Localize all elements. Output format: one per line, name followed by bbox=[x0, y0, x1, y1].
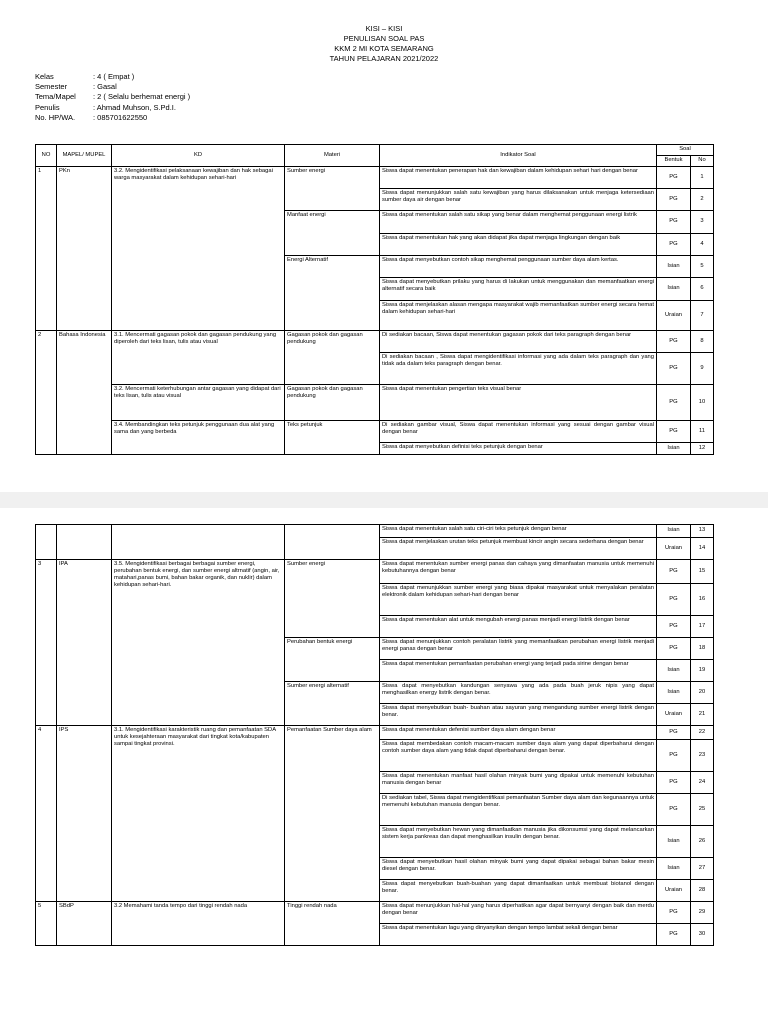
info-row-tema bbox=[35, 92, 190, 102]
table-row bbox=[36, 560, 714, 584]
cell-bentuk: Isian bbox=[657, 525, 691, 538]
cell-indikator: Siswa dapat menjelaskan urutan teks petunjuk membuat kincir angin secara sederhana dengan benar bbox=[380, 538, 657, 560]
cell-nosoal: 4 bbox=[691, 234, 714, 256]
cell-no bbox=[36, 525, 57, 560]
cell-nosoal: 18 bbox=[691, 638, 714, 660]
info-value: : Ahmad Muhson, S.Pd.I. bbox=[93, 102, 176, 112]
cell-indikator: Siswa dapat menyebutkan definisi teks petunjuk dengan benar bbox=[380, 443, 657, 455]
cell-no: 1 bbox=[36, 167, 57, 331]
cell-bentuk: PG bbox=[657, 584, 691, 616]
cell-nosoal: 26 bbox=[691, 826, 714, 858]
cell-indikator: Siswa dapat menentukan manfaat hasil olahan minyak bumi yang dipakai untuk memenuhi kebutuhan manusia dengan benar bbox=[380, 772, 657, 794]
header-bentuk: Bentuk bbox=[657, 156, 691, 167]
cell-indikator: Siswa dapat menentukan pengertian teks visual benar bbox=[380, 385, 657, 421]
cell-indikator: Siswa dapat menentukan sumber energi panas dan cahaya yang dimanfaatan manusia untuk memenuhi kebutuhannya dengan benar bbox=[380, 560, 657, 584]
header-no: NO bbox=[36, 145, 57, 167]
cell-nosoal: 13 bbox=[691, 525, 714, 538]
page-gap bbox=[0, 492, 768, 508]
cell-indikator: Siswa dapat menyebutkan buah- buahan atau sayuran yang mengandung sumber energi listrik dengan benar. bbox=[380, 704, 657, 726]
info-value: : Gasal bbox=[93, 82, 117, 92]
info-label: Kelas bbox=[35, 72, 54, 81]
info-row-kelas bbox=[35, 72, 190, 82]
cell-materi: Energi Alternatif bbox=[285, 256, 380, 331]
cell-nosoal: 3 bbox=[691, 211, 714, 234]
header-mapel: MAPEL/ MUPEL bbox=[57, 145, 112, 167]
cell-indikator: Siswa dapat menentukan defenisi sumber daya alam dengan benar bbox=[380, 726, 657, 740]
info-value: : 4 ( Empat ) bbox=[93, 72, 135, 81]
cell-bentuk: PG bbox=[657, 924, 691, 946]
cell-nosoal: 22 bbox=[691, 726, 714, 740]
cell-bentuk: PG bbox=[657, 616, 691, 638]
cell-materi: Gagasan pokok dan gagasan pendukung bbox=[285, 331, 380, 385]
cell-nosoal: 1 bbox=[691, 167, 714, 189]
cell-no: 5 bbox=[36, 902, 57, 946]
cell-indikator: Di sediakan bacaan, Siswa dapat menentukan gagasan pokok dari teks paragraph dengan benar bbox=[380, 331, 657, 353]
cell-indikator: Siswa dapat menunjukkan hal-hal yang harus diperhatikan agar dapat bernyanyi dengan baik dan merdu dengan benar bbox=[380, 902, 657, 924]
cell-kd: 3.2 Memahami tanda tempo dari tinggi rendah nada bbox=[112, 902, 285, 946]
cell-indikator: Siswa dapat menunjukkan salah satu kewajiban yang harus dilaksanakan untuk menjaga ketersediaan sumber daya air dengan benar bbox=[380, 189, 657, 211]
cell-nosoal: 27 bbox=[691, 858, 714, 880]
kisi-table-page-2 bbox=[35, 524, 714, 946]
title-line: KKM 2 MI KOTA SEMARANG bbox=[334, 44, 434, 53]
cell-mapel: IPA bbox=[57, 560, 112, 726]
cell-materi: Sumber energi bbox=[285, 167, 380, 211]
cell-mapel bbox=[57, 525, 112, 560]
cell-kd: 3.1. Mengidentifikasi karakteristik ruang dan pemanfaatan SDA untuk kesejahteraan masyarakat dari tingkat kota/kabupaten sampai tingkat provinsi. bbox=[112, 726, 285, 902]
cell-nosoal: 28 bbox=[691, 880, 714, 902]
document-page-1 bbox=[0, 0, 768, 492]
cell-bentuk: Isian bbox=[657, 443, 691, 455]
cell-bentuk: PG bbox=[657, 726, 691, 740]
title-line: TAHUN PELAJARAN 2021/2022 bbox=[329, 54, 439, 63]
cell-nosoal: 15 bbox=[691, 560, 714, 584]
header-soal: Soal bbox=[657, 145, 714, 156]
cell-indikator: Di sediakan bacaan , Siswa dapat mengidentifikasi informasi yang ada dalam teks paragraph dan yang tidak ada dalam teks paragraph dengan benar. bbox=[380, 353, 657, 385]
table-row bbox=[36, 726, 714, 740]
cell-nosoal: 21 bbox=[691, 704, 714, 726]
cell-indikator: Siswa dapat menentukan pemanfaatan perubahan energi yang terjadi pada sirine dengan benar bbox=[380, 660, 657, 682]
table-body-page-1 bbox=[36, 167, 714, 455]
info-block bbox=[35, 72, 190, 123]
cell-mapel: SBdP bbox=[57, 902, 112, 946]
cell-bentuk: PG bbox=[657, 331, 691, 353]
cell-bentuk: Uraian bbox=[657, 538, 691, 560]
info-label: Penulis bbox=[35, 102, 60, 112]
cell-indikator: Siswa dapat menentukan hak yang akan didapat jika dapat menjaga lingkungan dengan baik bbox=[380, 234, 657, 256]
cell-nosoal: 23 bbox=[691, 740, 714, 772]
cell-kd: 3.2. Mencermati keterhubungan antar gagasan yang didapat dari teks lisan, tulis atau visual bbox=[112, 385, 285, 421]
cell-bentuk: Isian bbox=[657, 826, 691, 858]
cell-indikator: Siswa dapat membedakan contoh macam-macam sumber daya alam yang dapat diperbaharui dengan contoh sumber daya alam yang tidak dapat diperbaharui dengan benar. bbox=[380, 740, 657, 772]
cell-indikator: Siswa dapat menentukan salah satu sikap yang benar dalam menghemat penggunaan energi listrik bbox=[380, 211, 657, 234]
cell-no: 2 bbox=[36, 331, 57, 455]
cell-bentuk: Uraian bbox=[657, 880, 691, 902]
cell-nosoal: 19 bbox=[691, 660, 714, 682]
cell-bentuk: Isian bbox=[657, 682, 691, 704]
header-nosoal: No bbox=[691, 156, 714, 167]
cell-bentuk: PG bbox=[657, 740, 691, 772]
cell-nosoal: 30 bbox=[691, 924, 714, 946]
cell-materi: Sumber energi alternatif bbox=[285, 682, 380, 726]
cell-indikator: Siswa dapat menyebutkan contoh sikap menghemat penggunaan sumber daya alam kertas. bbox=[380, 256, 657, 278]
cell-indikator: Di sediakan gambar visual, Siswa dapat menentukan informasi yang sesuai dengan gambar visual dengan benar bbox=[380, 421, 657, 443]
cell-materi bbox=[285, 525, 380, 560]
cell-indikator: Siswa dapat menyebutkan prilaku yang harus di lakukan untuk menggunakan dan memanfaatkan energi alternatif secara baik bbox=[380, 278, 657, 301]
info-row-semester bbox=[35, 82, 190, 92]
cell-nosoal: 6 bbox=[691, 278, 714, 301]
cell-kd: 3.4. Membandingkan teks petunjuk penggunaan dua alat yang sama dan yang berbeda bbox=[112, 421, 285, 455]
cell-no: 4 bbox=[36, 726, 57, 902]
cell-nosoal: 10 bbox=[691, 385, 714, 421]
cell-nosoal: 2 bbox=[691, 189, 714, 211]
cell-nosoal: 24 bbox=[691, 772, 714, 794]
cell-nosoal: 5 bbox=[691, 256, 714, 278]
cell-indikator: Siswa dapat menjelaskan alasan mengapa masyarakat wajib memanfaatkan sumber energi secara hemat dalam kehidupan sehari-hari bbox=[380, 301, 657, 331]
cell-bentuk: Uraian bbox=[657, 704, 691, 726]
cell-materi: Teks petunjuk bbox=[285, 421, 380, 455]
cell-mapel: Bahasa Indonesia bbox=[57, 331, 112, 455]
document-page-2 bbox=[0, 508, 768, 1024]
header-indikator: Indikator Soal bbox=[380, 145, 657, 167]
cell-materi: Tinggi rendah nada bbox=[285, 902, 380, 946]
cell-bentuk: PG bbox=[657, 353, 691, 385]
cell-bentuk: PG bbox=[657, 794, 691, 826]
table-body-page-2 bbox=[36, 525, 714, 946]
info-row-hp bbox=[35, 113, 190, 123]
cell-indikator: Siswa dapat menunjukkan contoh peralatan listrik yang memanfaatkan perubahan energi listrik menjadi energi panas dengan benar bbox=[380, 638, 657, 660]
cell-materi: Pemanfaatan Sumber daya alam bbox=[285, 726, 380, 902]
title-line: KISI – KISI bbox=[365, 24, 403, 33]
cell-nosoal: 14 bbox=[691, 538, 714, 560]
cell-kd: 3.5. Mengidentifikasi berbagai berbagai sumber energi, perubahan bentuk energi, dan sumber energi altrnatif (angin, air, matahari,panas bumi, bahan bakar organik, dan nuklir) dalam kehidupan sehari-hari. bbox=[112, 560, 285, 726]
cell-kd bbox=[112, 525, 285, 560]
cell-indikator: Siswa dapat menentukan penerapan hak dan kewajiban dalam kehidupan sehari hari dengan benar bbox=[380, 167, 657, 189]
cell-indikator: Siswa dapat menentukan salah satu ciri-ciri teks petunjuk dengan benar bbox=[380, 525, 657, 538]
cell-indikator: Di sediakan tabel, Siswa dapat mengidentifikasi pemanfaatan Sumber daya alam dan kegunaannya untuk memenuhi kebutuhan manusia dengan benar. bbox=[380, 794, 657, 826]
cell-mapel: IPS bbox=[57, 726, 112, 902]
cell-nosoal: 16 bbox=[691, 584, 714, 616]
cell-nosoal: 9 bbox=[691, 353, 714, 385]
cell-nosoal: 11 bbox=[691, 421, 714, 443]
info-row-penulis bbox=[35, 103, 190, 113]
cell-indikator: Siswa dapat menentukan alat untuk mengubah energi panas menjadi energi listrik dengan benar bbox=[380, 616, 657, 638]
cell-indikator: Siswa dapat menentukan lagu yang dinyanyikan dengan tempo lambat sekali dengan benar bbox=[380, 924, 657, 946]
cell-bentuk: PG bbox=[657, 234, 691, 256]
header-kd: KD bbox=[112, 145, 285, 167]
cell-indikator: Siswa dapat menyebutkan kandungan senyawa yang ada pada buah jeruk nipis yang dapat menghasilkan energy listrik dengan benar. bbox=[380, 682, 657, 704]
cell-bentuk: Isian bbox=[657, 256, 691, 278]
cell-bentuk: PG bbox=[657, 560, 691, 584]
info-value: : 2 ( Selalu berhemat energi ) bbox=[93, 92, 191, 102]
cell-indikator: Siswa dapat menyebutkan buah-buahan yang dapat dimanfaatkan untuk membuat biotanol dengan benar. bbox=[380, 880, 657, 902]
table-row bbox=[36, 902, 714, 924]
cell-bentuk: PG bbox=[657, 211, 691, 234]
cell-materi: Sumber energi bbox=[285, 560, 380, 638]
cell-bentuk: PG bbox=[657, 772, 691, 794]
cell-nosoal: 29 bbox=[691, 902, 714, 924]
cell-bentuk: PG bbox=[657, 167, 691, 189]
cell-nosoal: 20 bbox=[691, 682, 714, 704]
cell-nosoal: 25 bbox=[691, 794, 714, 826]
info-label: Semester bbox=[35, 82, 68, 92]
table-row bbox=[36, 385, 714, 421]
cell-bentuk: Uraian bbox=[657, 301, 691, 331]
cell-nosoal: 7 bbox=[691, 301, 714, 331]
title-line: PENULISAN SOAL PAS bbox=[343, 34, 425, 43]
header-materi: Materi bbox=[285, 145, 380, 167]
cell-bentuk: Isian bbox=[657, 660, 691, 682]
cell-bentuk: PG bbox=[657, 385, 691, 421]
cell-mapel: PKn bbox=[57, 167, 112, 331]
cell-kd: 3.2. Mengidentifikasi pelaksanaan kewajiban dan hak sebagai warga masyarakat dalam kehidupan sehari-hari bbox=[112, 167, 285, 331]
cell-materi: Gagasan pokok dan gagasan pendukung bbox=[285, 385, 380, 421]
cell-bentuk: Isian bbox=[657, 858, 691, 880]
cell-indikator: Siswa dapat menyebutkan hewan yang dimanfaatkan manusia jika dikonsumsi yang dapat melancarkan sistem kerja pankreas dan dapat menghasilkan insulin dengan benar. bbox=[380, 826, 657, 858]
info-label: No. HP/WA. bbox=[35, 112, 76, 122]
info-value: : 085701622550 bbox=[93, 112, 148, 122]
cell-materi: Perubahan bentuk energi bbox=[285, 638, 380, 682]
table-row bbox=[36, 331, 714, 353]
cell-nosoal: 12 bbox=[691, 443, 714, 455]
cell-nosoal: 8 bbox=[691, 331, 714, 353]
cell-indikator: Siswa dapat menyebutkan hasil olahan minyak bumi yang dapat dipakai sebagai bahan bakar mesin diesel dengan benar. bbox=[380, 858, 657, 880]
cell-nosoal: 17 bbox=[691, 616, 714, 638]
kisi-table-page-1 bbox=[35, 144, 714, 455]
cell-bentuk: Isian bbox=[657, 278, 691, 301]
table-row bbox=[36, 525, 714, 538]
info-label: Tema/Mapel bbox=[35, 92, 76, 102]
cell-bentuk: PG bbox=[657, 902, 691, 924]
cell-materi: Manfaat energi bbox=[285, 211, 380, 256]
cell-no: 3 bbox=[36, 560, 57, 726]
cell-bentuk: PG bbox=[657, 189, 691, 211]
cell-kd: 3.1. Mencermati gagasan pokok dan gagasan pendukung yang diperoleh dari teks lisan, tulis atau visual bbox=[112, 331, 285, 385]
cell-bentuk: PG bbox=[657, 638, 691, 660]
table-row bbox=[36, 421, 714, 443]
document-title bbox=[0, 24, 768, 64]
cell-bentuk: PG bbox=[657, 421, 691, 443]
cell-indikator: Siswa dapat menunjukkan sumber energi yang biasa dipakai masyarakat untuk menyalakan peralatan elektronik dalam kehidupan sehari-hari dengan benar bbox=[380, 584, 657, 616]
table-row bbox=[36, 167, 714, 189]
